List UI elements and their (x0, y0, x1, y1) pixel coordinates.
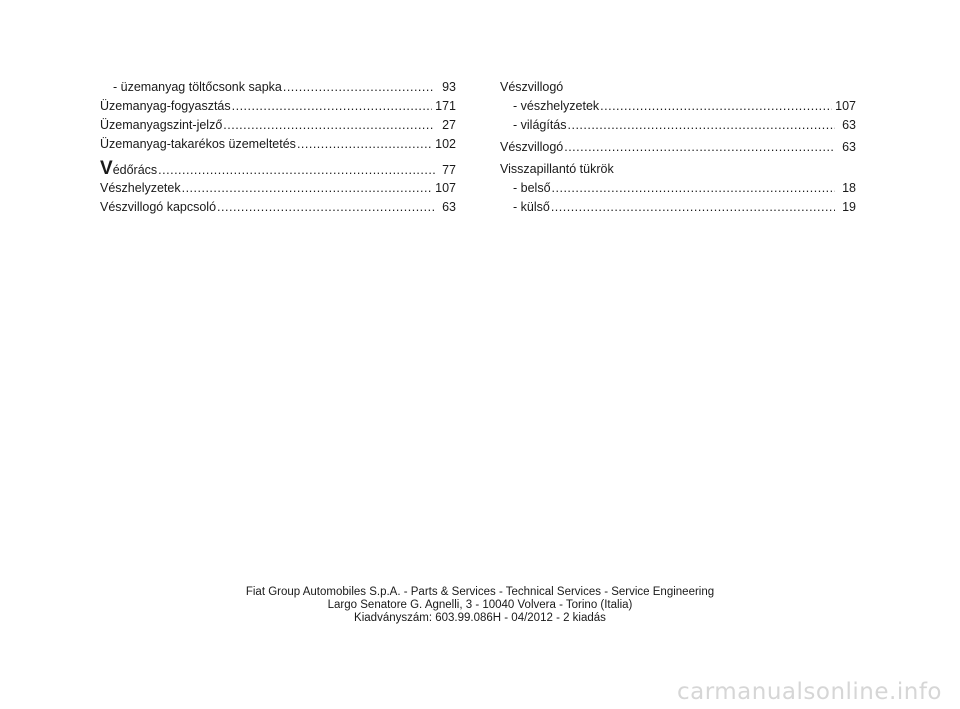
dot-leader (158, 160, 435, 181)
page-number: 77 (442, 163, 456, 177)
footer-publication-line: Kiadványszám: 603.99.086H - 04/2012 - 2 kiadás (354, 612, 606, 624)
dot-leader (600, 97, 832, 116)
entry-label: Üzemanyag-takarékos üzemeltetés (100, 137, 296, 151)
dot-leader (297, 135, 432, 154)
dot-leader (551, 198, 835, 217)
index-entry-hazard-emergencies (500, 97, 856, 116)
entry-label: Üzemanyag-fogyasztás (100, 99, 231, 113)
page-number: 18 (842, 181, 856, 195)
page-number: 107 (835, 99, 856, 113)
entry-label: - világítás (513, 118, 567, 132)
entry-label: Üzemanyagszint-jelző (100, 118, 223, 132)
page-number: 63 (842, 140, 856, 154)
entry-label (100, 158, 157, 181)
dot-leader (217, 198, 435, 217)
index-entry-fuel-filler-cap (100, 78, 456, 97)
page-number: 171 (435, 99, 456, 113)
entry-label: Vészhelyzetek (100, 181, 181, 195)
page-number: 19 (842, 200, 856, 214)
index-entry-fuel-gauge (100, 116, 456, 135)
page-number: 93 (442, 80, 456, 94)
index-entry-hazard-lighting (500, 116, 856, 135)
dot-leader (552, 179, 835, 198)
dot-leader (232, 97, 433, 116)
page-number: 107 (435, 181, 456, 195)
dot-leader (568, 116, 836, 135)
dot-leader (283, 78, 435, 97)
dot-leader (223, 116, 435, 135)
index-entry-emergencies (100, 179, 456, 198)
index-column-left (100, 78, 456, 217)
entry-label: Vészvillogó kapcsoló (100, 200, 217, 214)
site-watermark: carmanualsonline.info (676, 679, 942, 705)
index-entry-hazard-lights (500, 138, 856, 157)
index-heading-hazard-lights: Vészvillogó (500, 80, 564, 94)
index-entry-mirror-exterior (500, 198, 856, 217)
entry-label: Vészvillogó (500, 140, 564, 154)
footer-address-line: Largo Senatore G. Agnelli, 3 - 10040 Volvera - Torino (Italia) (327, 599, 633, 611)
page-number: 63 (842, 118, 856, 132)
index-entry-fuel-consumption (100, 97, 456, 116)
entry-label: - vészhelyzetek (513, 99, 600, 113)
index-entry-grille (100, 158, 456, 179)
index-entry-mirror-interior (500, 179, 856, 198)
page-number: 63 (442, 200, 456, 214)
entry-label: - belső (513, 181, 551, 195)
dot-leader (182, 179, 433, 198)
footer-company-line: Fiat Group Automobiles S.p.A. - Parts & Services - Technical Services - Service Engineering (245, 586, 715, 598)
page-number: 27 (442, 118, 456, 132)
dot-leader (564, 138, 835, 157)
section-initial-letter: V (100, 158, 113, 179)
entry-label-rest: édőrács (112, 163, 158, 177)
entry-label: - külső (513, 200, 550, 214)
index-column-right (500, 78, 856, 217)
index-entry-fuel-saving (100, 135, 456, 154)
page-number: 102 (435, 137, 456, 151)
index-heading-mirrors: Visszapillantó tükrök (500, 162, 614, 176)
publisher-footer (0, 586, 960, 625)
index-entry-hazard-switch (100, 198, 456, 217)
entry-label: - üzemanyag töltőcsonk sapka (113, 80, 282, 94)
